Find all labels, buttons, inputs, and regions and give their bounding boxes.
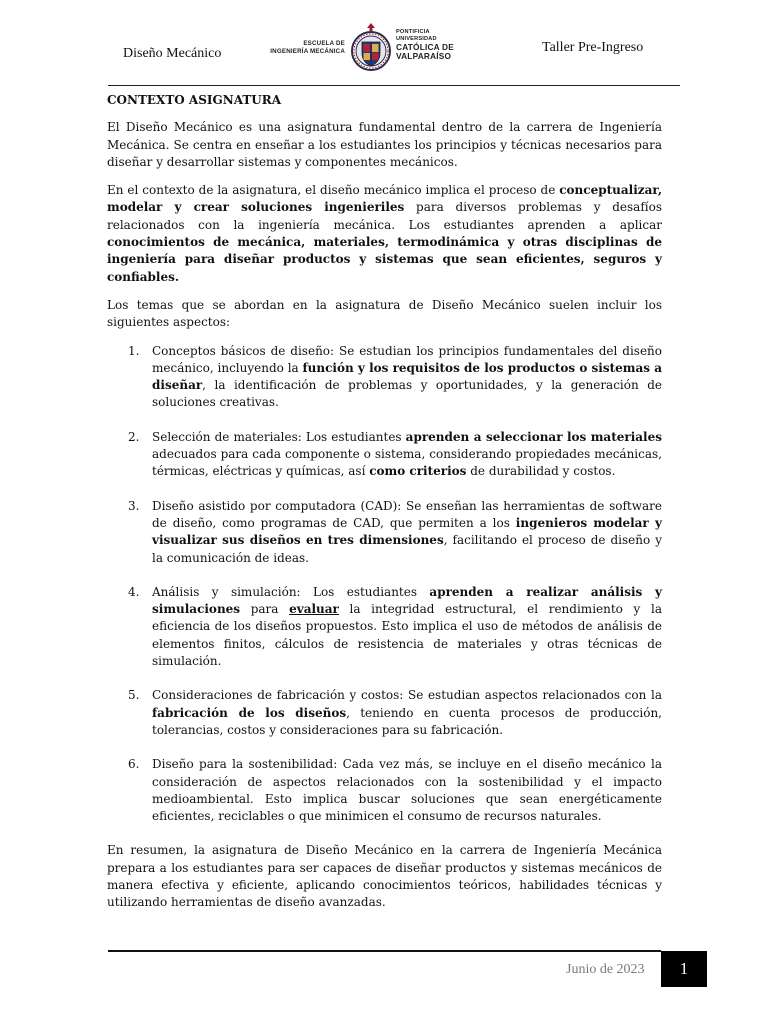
list-item-number: 2. <box>128 429 140 444</box>
list-item <box>107 584 662 670</box>
item-text: de durabilidad y costos. <box>466 464 616 479</box>
item-bold: aprenden a realizar análisis y simulaciones <box>152 584 663 617</box>
item-text: Diseño asistido por computadora (CAD): Se enseñan las herramientas de software de diseño, como programas de CAD, que permiten a los <box>152 498 662 530</box>
university-seal-icon <box>349 22 393 72</box>
summary-paragraph: En resumen, la asignatura de Diseño Mecánico en la carrera de Ingeniería Mecánica prepara a los estudiantes para ser capaces de diseñar productos y sistemas mecánicos de manera efectiva y eficiente, aplicando conocimientos teóricos, habilidades técnicas y utilizando herramientas de diseño avanzadas. <box>107 843 662 910</box>
logo-university-name <box>396 29 466 61</box>
context-text-a: En el contexto de la asignatura, el diseño mecánico implica el proceso de <box>107 183 560 198</box>
item-text: la integridad estructural, el rendimiento y la eficiencia de los diseños propuestos. Esto implica el uso de métodos de análisis de elementos finitos, cálculos de resistencia de materiales y otras técnicas de simulación. <box>152 602 662 669</box>
topics-intro-paragraph: Los temas que se abordan en la asignatura de Diseño Mecánico suelen incluir los siguientes aspectos: <box>107 297 662 330</box>
list-item-number: 6. <box>128 757 140 772</box>
item-bold: fabricación de los diseños <box>152 705 347 720</box>
logo-univ-line1: PONTIFICIA <box>396 29 430 35</box>
list-item <box>107 687 662 739</box>
footer-divider <box>108 950 661 952</box>
item-text: Análisis y simulación: Los estudiantes <box>152 584 430 599</box>
context-paragraph <box>107 182 662 286</box>
item-text: , teniendo en cuenta procesos de producción, tolerancias, costos y consideraciones para su fabricación. <box>152 705 662 737</box>
logo-univ-line2: UNIVERSIDAD <box>396 36 437 42</box>
list-item-number: 5. <box>128 688 140 703</box>
logo-school-name <box>263 40 345 56</box>
header-course-name: Diseño Mecánico <box>123 46 222 61</box>
list-item <box>107 343 662 412</box>
item-text: para <box>240 602 290 617</box>
document-body <box>107 92 662 923</box>
item-bold: aprenden a seleccionar los materiales <box>405 429 662 444</box>
item-bold: función y los requisitos de los productos o sistemas a diseñar <box>152 360 662 393</box>
footer-date: Junio de 2023 <box>566 962 645 977</box>
page-header <box>0 0 768 86</box>
university-logo <box>263 16 455 72</box>
list-item-number: 3. <box>128 498 140 513</box>
context-bold-b: conceptualizar, modelar y crear soluciones ingenieriles <box>107 183 662 215</box>
list-item <box>107 498 662 567</box>
logo-univ-line4: VALPARAÍSO <box>396 51 452 61</box>
item-text: Diseño para la sostenibilidad: Cada vez más, se incluye en el diseño mecánico la consideración de aspectos relacionados con la sostenibilidad y el impacto medioambiental. Esto implica buscar soluciones que sean energéticamente eficientes, reciclables o que minimicen el consumo de recursos naturales. <box>152 757 662 824</box>
logo-school-line2: INGENIERÍA MECÁNICA <box>270 48 345 55</box>
item-text: , la identificación de problemas y oportunidades, y la generación de soluciones creativas. <box>152 378 662 410</box>
list-item-number: 4. <box>128 584 140 599</box>
item-text: adecuados para cada componente o sistema, considerando propiedades mecánicas, térmicas, eléctricas y químicas, así <box>152 447 662 479</box>
item-text: , facilitando el proceso de diseño y la comunicación de ideas. <box>152 533 662 565</box>
context-text-c: para diversos problemas y desafíos relacionados con la ingeniería mecánica. Los estudiantes aprenden a aplicar <box>107 200 662 232</box>
item-text: Selección de materiales: Los estudiantes <box>152 429 406 444</box>
item-text: Consideraciones de fabricación y costos: Se estudian aspectos relacionados con la <box>152 688 662 703</box>
list-item <box>107 756 662 825</box>
list-item-number: 1. <box>128 343 140 358</box>
item-text: Conceptos básicos de diseño: Se estudian los principios fundamentales del diseño mecánico, incluyendo la <box>152 343 662 375</box>
header-divider <box>108 85 680 86</box>
page-number: 1 <box>661 951 707 987</box>
topics-list <box>107 343 662 826</box>
context-bold-d: conocimientos de mecánica, materiales, termodinámica y otras disciplinas de ingeniería para diseñar productos y sistemas que sean eficientes, seguros y confiables. <box>107 235 662 284</box>
list-item <box>107 429 662 481</box>
item-bold: como criterios <box>369 464 467 479</box>
header-program-name: Taller Pre-Ingreso <box>542 40 644 55</box>
logo-univ-line3: CATÓLICA DE <box>396 42 454 52</box>
section-title: CONTEXTO ASIGNATURA <box>107 93 282 107</box>
item-bold-underlined: evaluar <box>289 602 339 617</box>
logo-school-line1: ESCUELA DE <box>303 40 345 47</box>
intro-paragraph: El Diseño Mecánico es una asignatura fundamental dentro de la carrera de Ingeniería Mecánica. Se centra en enseñar a los estudiantes los principios y técnicas necesarios para diseñar y desarrollar sistemas y componentes mecánicos. <box>107 120 662 169</box>
item-bold: ingenieros modelar y visualizar sus diseños en tres dimensiones <box>152 515 662 548</box>
